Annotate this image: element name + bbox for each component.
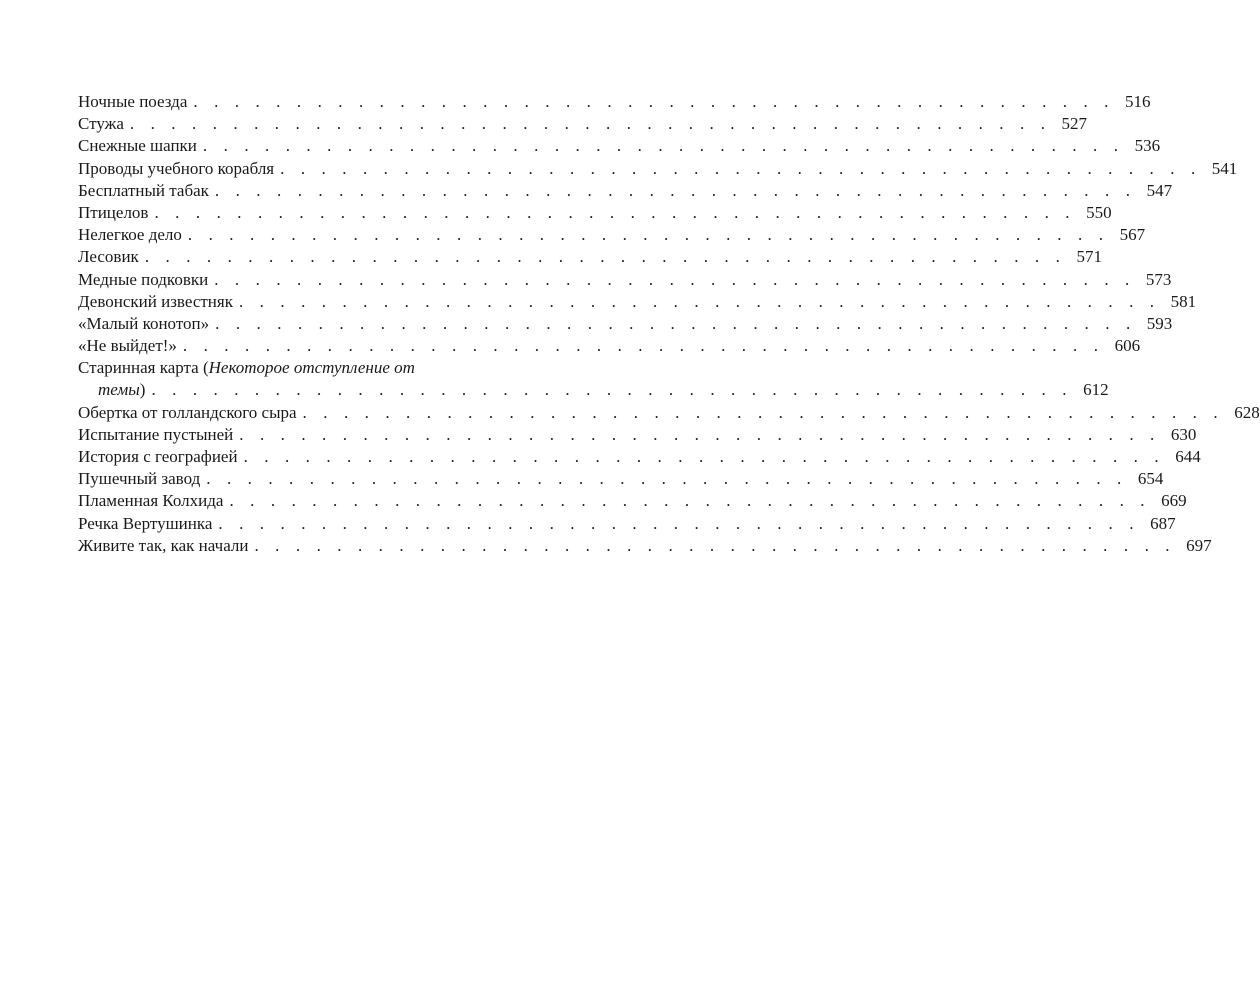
toc-leader-dots: . . . . . . . . . . . . . . . . . . . . . . . . . . . . . . . . . . . . . . . . . . . . . <box>187 225 1110 245</box>
toc-entry-title-main: Старинная карта ( <box>78 358 209 378</box>
toc-leader-dots: . . . . . . . . . . . . . . . . . . . . . . . . . . . . . . . . . . . . . . . . . . . . . <box>182 336 1105 356</box>
toc-entry-page: 654 <box>1137 469 1164 489</box>
toc-entry[interactable] <box>78 224 1146 246</box>
toc-leader-dots: . . . . . . . . . . . . . . . . . . . . . . . . . . . . . . . . . . . . . . . . . . . . . <box>229 491 1151 511</box>
toc-entry[interactable] <box>78 424 1197 446</box>
toc-entry-title-italic-cont: темы <box>98 380 140 400</box>
toc-entry[interactable] <box>78 246 1102 268</box>
toc-leader-dots: . . . . . . . . . . . . . . . . . . . . . . . . . . . . . . . . . . . . . . . . . . . . . <box>154 202 1076 222</box>
toc-entry[interactable] <box>78 468 1164 490</box>
toc-leader-dots: . . . . . . . . . . . . . . . . . . . . . . . . . . . . . . . . . . . . . . . . . . . . . <box>193 92 1115 111</box>
toc-leader-dots: . . . . . . . . . . . . . . . . . . . . . . . . . . . . . . . . . . . . . . . . . . . . . <box>206 469 1128 489</box>
toc-entry-title-italic: Некоторое отступление от <box>208 358 415 378</box>
toc-entry-page: 630 <box>1170 424 1197 444</box>
toc-entry-title: Пушечный завод <box>78 468 206 490</box>
toc-entry-title-line2 <box>78 379 1109 401</box>
toc-leader-dots: . . . . . . . . . . . . . . . . . . . . . . . . . . . . . . . . . . . . . . . . . . . . . <box>238 291 1161 311</box>
toc-entry-page: 516 <box>1125 92 1151 111</box>
toc-entry-multiline[interactable] <box>78 357 1109 401</box>
toc-entry[interactable] <box>78 158 1238 180</box>
toc-entry-page: 697 <box>1186 535 1212 555</box>
toc-entry[interactable] <box>78 513 1176 535</box>
table-of-contents <box>78 91 1260 557</box>
toc-entry-title: Медные подковки <box>78 269 214 291</box>
toc-leader-dots: . . . . . . . . . . . . . . . . . . . . . . . . . . . . . . . . . . . . . . . . . . . . . <box>144 247 1066 267</box>
toc-entry-page: 527 <box>1061 114 1088 134</box>
toc-entry[interactable] <box>78 313 1173 335</box>
toc-leader-dots: . . . . . . . . . . . . . . . . . . . . . . . . . . . . . . . . . . . . . . . . . . . . . <box>214 269 1136 289</box>
toc-entry-page: 606 <box>1114 336 1141 356</box>
toc-leader-dots: . . . . . . . . . . . . . . . . . . . . . . . . . . . . . . . . . . . . . . . . . . . . . <box>214 180 1137 200</box>
toc-entry[interactable] <box>78 446 1201 468</box>
toc-entry-title: Испытание пустыней <box>78 424 239 446</box>
toc-entry-title: «Малый конотоп» <box>78 313 215 335</box>
toc-entry-title: Живите так, как начали <box>78 535 254 557</box>
toc-entry-title: Девонский известняк <box>78 291 239 313</box>
toc-entry[interactable] <box>78 202 1112 224</box>
toc-leader-dots: . . . . . . . . . . . . . . . . . . . . . . . . . . . . . . . . . . . . . . . . . . . . . <box>280 158 1202 178</box>
toc-entry-page: 593 <box>1146 313 1173 333</box>
toc-leader-dots: . . . . . . . . . . . . . . . . . . . . . . . . . . . . . . . . . . . . . . . . . . . . . <box>218 513 1140 533</box>
toc-entry-page: 628 <box>1234 402 1260 422</box>
toc-entry-page: 612 <box>1083 380 1109 400</box>
toc-entry-title: Проводы учебного корабля <box>78 158 280 180</box>
toc-entry[interactable] <box>78 291 1197 313</box>
toc-entry[interactable] <box>78 535 1212 557</box>
toc-entry-title: Нелегкое дело <box>78 224 188 246</box>
toc-entry-title: История с географией <box>78 446 244 468</box>
toc-entry-page: 581 <box>1170 291 1197 311</box>
toc-entry-page: 567 <box>1119 225 1146 245</box>
toc-entry-page: 536 <box>1134 136 1161 156</box>
toc-leader-dots: . . . . . . . . . . . . . . . . . . . . . . . . . . . . . . . . . . . . . . . . . . . . . <box>202 136 1125 156</box>
toc-entry-title: «Не выйдет!» <box>78 335 183 357</box>
toc-entry[interactable] <box>78 335 1141 357</box>
toc-entry[interactable] <box>78 180 1173 202</box>
toc-entry-title: Ночные поезда <box>78 91 193 113</box>
toc-entry-page: 687 <box>1150 513 1176 533</box>
toc-entry[interactable] <box>78 135 1161 157</box>
toc-entry-title: Стужа <box>78 113 130 135</box>
toc-entry-title: Лесовик <box>78 246 145 268</box>
toc-entry-title-line1 <box>78 357 535 379</box>
toc-entry[interactable] <box>78 490 1187 512</box>
toc-leader-dots: . . . . . . . . . . . . . . . . . . . . . . . . . . . . . . . . . . . . . . . . . . . . . <box>215 313 1137 333</box>
toc-leader-dots: . . . . . . . . . . . . . . . . . . . . . . . . . . . . . . . . . . . . . . . . . . . . . <box>243 447 1165 466</box>
toc-entry-title: Обертка от голландского сыра <box>78 402 303 424</box>
toc-entry-page: 573 <box>1145 269 1172 289</box>
toc-leader-dots: . . . . . . . . . . . . . . . . . . . . . . . . . . . . . . . . . . . . . . . . . . . . . <box>151 380 1073 400</box>
toc-leader-dots: . . . . . . . . . . . . . . . . . . . . . . . . . . . . . . . . . . . . . . . . . . . . . <box>239 424 1161 444</box>
toc-entry-page: 541 <box>1211 158 1238 178</box>
toc-entry-title-close: ) <box>139 380 146 400</box>
toc-entry-page: 669 <box>1161 491 1187 511</box>
toc-entry[interactable] <box>78 113 1088 135</box>
toc-entry-title: Пламенная Колхида <box>78 490 229 512</box>
toc-entry[interactable] <box>78 402 1260 424</box>
toc-entry-page: 571 <box>1076 247 1102 267</box>
toc-entry-title-cont <box>98 379 151 401</box>
toc-entry-title: Бесплатный табак <box>78 180 215 202</box>
toc-entry[interactable] <box>78 91 1151 113</box>
toc-entry-page: 644 <box>1175 447 1201 466</box>
toc-leader-dots: . . . . . . . . . . . . . . . . . . . . . . . . . . . . . . . . . . . . . . . . . . . . . <box>129 114 1052 134</box>
toc-entry-title: Птицелов <box>78 202 154 224</box>
toc-entry[interactable] <box>78 269 1172 291</box>
toc-leader-dots: . . . . . . . . . . . . . . . . . . . . . . . . . . . . . . . . . . . . . . . . . . . . . <box>254 535 1176 555</box>
toc-entry-title: Снежные шапки <box>78 135 203 157</box>
toc-leader-dots: . . . . . . . . . . . . . . . . . . . . . . . . . . . . . . . . . . . . . . . . . . . . . <box>302 402 1224 422</box>
toc-entry-page: 547 <box>1146 180 1173 200</box>
toc-entry-title: Речка Вертушинка <box>78 513 218 535</box>
toc-entry-page: 550 <box>1086 202 1112 222</box>
